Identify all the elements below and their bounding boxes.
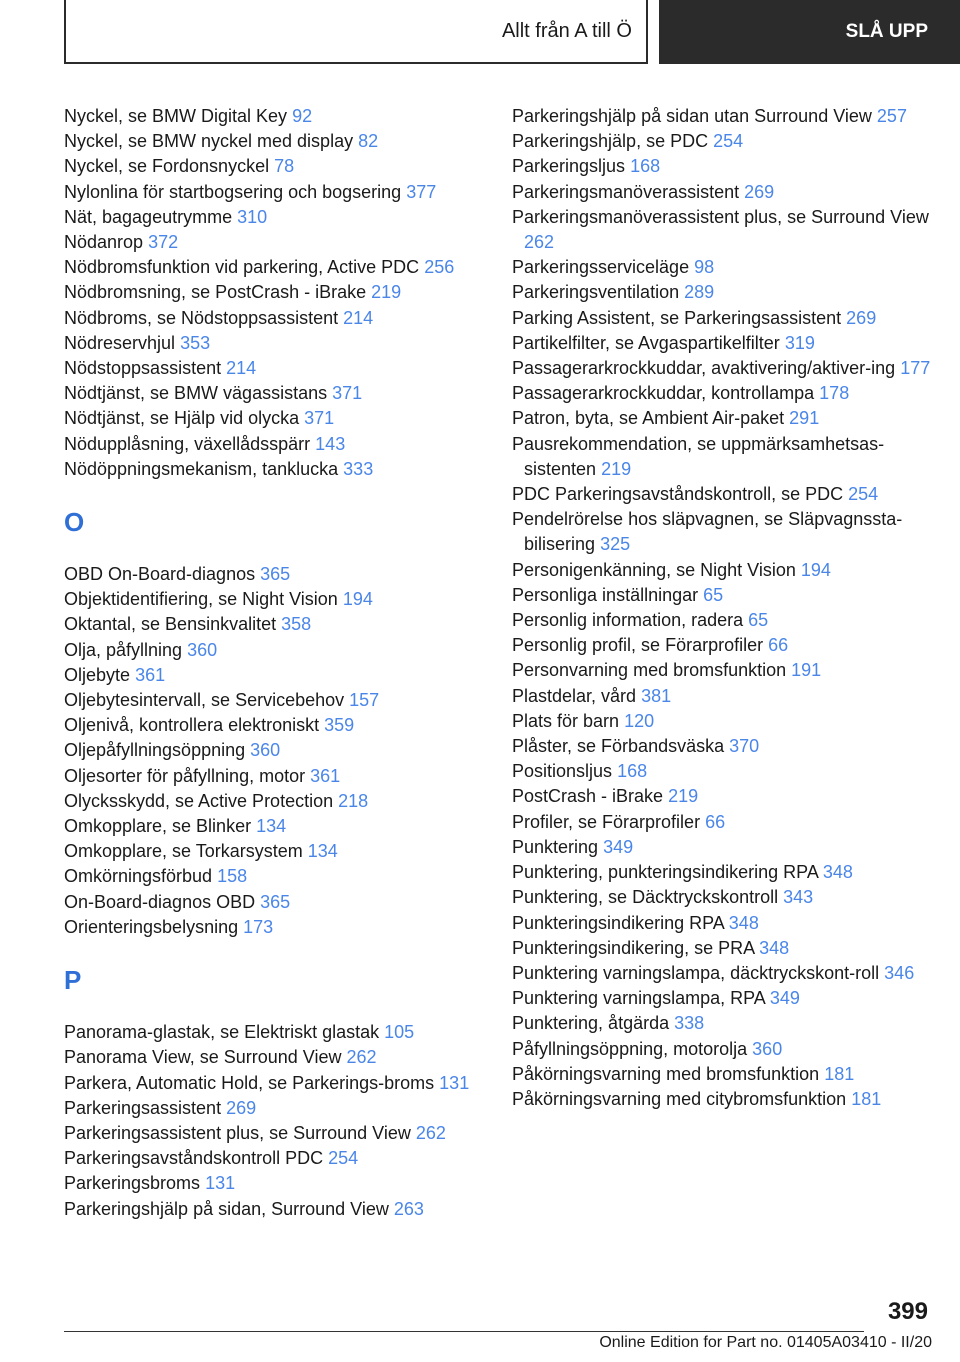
index-entry-term: Personlig profil, se Förarprofiler — [512, 635, 764, 656]
page-link[interactable]: 214 — [226, 358, 257, 379]
index-entry — [512, 255, 932, 280]
page-link[interactable]: 218 — [338, 790, 369, 811]
index-entry-term: OBD On-Board-diagnos — [64, 564, 256, 585]
page-link[interactable]: 131 — [439, 1072, 470, 1093]
page-link[interactable]: 254 — [713, 131, 744, 152]
index-entry — [512, 180, 932, 205]
index-entry-term: Objektidentifiering, se Night Vision — [64, 589, 338, 610]
index-entry — [64, 457, 484, 482]
page-link[interactable]: 372 — [148, 232, 179, 253]
index-entry-term: Punktering, se Däcktryckskontroll — [512, 887, 779, 908]
index-entry — [64, 432, 484, 457]
index-entry-term: Omkopplare, se Torkarsystem — [64, 841, 303, 862]
page-link[interactable]: 177 — [900, 358, 931, 379]
page-link[interactable]: 319 — [784, 332, 815, 353]
page-link[interactable]: 348 — [759, 937, 790, 958]
page-link[interactable]: 333 — [343, 458, 374, 479]
page-link[interactable]: 219 — [668, 786, 699, 807]
index-entry — [64, 306, 484, 331]
index-entry — [512, 860, 932, 885]
index-entry — [512, 1062, 932, 1087]
index-entry — [512, 558, 932, 583]
index-entry-term: Nylonlina för startbogsering och bogsering — [64, 181, 402, 202]
index-entry-term: Nät, bagageutrymme — [64, 206, 233, 227]
index-entry-term: Personigenkänning, se Night Vision — [512, 559, 796, 580]
page-link[interactable]: 348 — [728, 912, 759, 933]
index-entry — [512, 835, 932, 860]
index-entry-term: Parkeringsventilation — [512, 282, 680, 303]
index-entry — [512, 684, 932, 709]
index-entry — [64, 890, 484, 915]
index-entry-term: Passagerarkrockkuddar, kontrollampa — [512, 383, 815, 404]
page-link[interactable]: 349 — [769, 988, 800, 1009]
page-link[interactable]: 349 — [603, 836, 634, 857]
index-entry — [512, 734, 932, 759]
page-link[interactable]: 269 — [744, 181, 775, 202]
index-entry-term: Oktantal, se Bensinkvalitet — [64, 614, 277, 635]
index-entry — [64, 1121, 484, 1146]
index-entry-term: Oljepåfyllningsöppning — [64, 740, 246, 761]
index-entry — [64, 764, 484, 789]
index-entry — [64, 205, 484, 230]
index-entry — [64, 1071, 484, 1096]
page-link[interactable]: 359 — [324, 715, 355, 736]
index-entry-term: Nyckel, se Fordonsnyckel — [64, 156, 270, 177]
index-entry-term: Parkeringsbroms — [64, 1173, 201, 1194]
index-entry-term: Nödöppningsmekanism, tanklucka — [64, 458, 339, 479]
index-entry-term: Parkeringshjälp på sidan utan Surround View — [512, 106, 872, 126]
index-entry — [64, 154, 484, 179]
index-entry-term: Nödtjänst, se BMW vägassistans — [64, 383, 328, 404]
nav-tab-a-to-z[interactable] — [64, 0, 648, 64]
index-entry-term: Punktering, punkteringsindikering RPA — [512, 862, 818, 883]
index-entry — [64, 839, 484, 864]
index-entry-term: Panorama-glastak, se Elektriskt glastak — [64, 1022, 380, 1043]
index-entry-term: Parking Assistent, se Parkeringsassistent — [512, 307, 842, 328]
index-entry — [64, 789, 484, 814]
page-link[interactable]: 346 — [884, 962, 915, 983]
page-link[interactable]: 178 — [819, 383, 850, 404]
page-link[interactable]: 289 — [684, 282, 715, 303]
page-link[interactable]: 371 — [332, 383, 363, 404]
page-link[interactable]: 360 — [187, 639, 218, 660]
page-link[interactable]: 360 — [752, 1038, 783, 1059]
page-link[interactable]: 325 — [600, 534, 631, 555]
index-entry — [512, 1087, 932, 1112]
index-entry-term: PDC Parkeringsavståndskontroll, se PDC — [512, 484, 844, 505]
page-link[interactable]: 214 — [343, 307, 374, 328]
page-link[interactable]: 98 — [694, 257, 715, 278]
index-entry-term: Parkeringsljus — [512, 156, 626, 177]
page-link[interactable]: 157 — [349, 690, 380, 711]
index-entry-term: Patron, byta, se Ambient Air-paket — [512, 408, 785, 429]
index-entry — [64, 356, 484, 381]
index-entry-term: Nyckel, se BMW nyckel med display — [64, 131, 354, 152]
index-entry — [512, 633, 932, 658]
page-link[interactable]: 377 — [406, 181, 437, 202]
index-entry — [512, 507, 932, 557]
page-link[interactable]: 254 — [328, 1148, 359, 1169]
index-entry-term: Omkopplare, se Blinker — [64, 816, 252, 837]
page-link[interactable]: 219 — [371, 282, 402, 303]
index-entry — [512, 911, 932, 936]
index-entry — [512, 331, 932, 356]
index-entry-term: Punktering varningslampa, RPA — [512, 988, 765, 1009]
index-entry-term: Parkeringsassistent — [64, 1097, 222, 1118]
page-link[interactable]: 181 — [824, 1063, 855, 1084]
index-entry-term: Punkteringsindikering, se PRA — [512, 937, 755, 958]
index-entry — [64, 638, 484, 663]
index-entry-term: Nyckel, se BMW Digital Key — [64, 106, 288, 126]
index-entry — [512, 885, 932, 910]
index-entry-term: Punktering varningslampa, däcktryckskont-roll — [512, 962, 880, 983]
page-link[interactable]: 291 — [789, 408, 820, 429]
index-entry-term: Olycksskydd, se Active Protection — [64, 790, 334, 811]
page-link[interactable]: 257 — [876, 106, 907, 126]
index-entry-term: Punktering, åtgärda — [512, 1013, 670, 1034]
index-entry — [64, 864, 484, 889]
page-link[interactable]: 338 — [674, 1013, 705, 1034]
index-entry-term: Positionsljus — [512, 761, 613, 782]
search-button-label: SLÅ UPP — [845, 21, 928, 42]
index-entry-term: Omkörningsförbud — [64, 866, 213, 887]
index-entry-term: Pendelrörelse hos släpvagnen, se Släpvagnssta-bilisering — [512, 509, 903, 555]
page-link[interactable]: 181 — [851, 1088, 882, 1109]
index-entry — [512, 810, 932, 835]
index-entry — [64, 331, 484, 356]
page-link[interactable]: 254 — [848, 484, 879, 505]
page-link[interactable]: 168 — [630, 156, 661, 177]
page-link[interactable]: 360 — [250, 740, 281, 761]
index-entry-term: Olja, påfyllning — [64, 639, 183, 660]
index-column-left — [64, 104, 484, 1222]
index-entry — [512, 306, 932, 331]
index-entry-term: Parkeringshjälp, se PDC — [512, 131, 709, 152]
nav-tab-label: Allt från A till Ö — [501, 19, 632, 42]
page-link[interactable]: 361 — [135, 664, 166, 685]
page-link[interactable]: 66 — [768, 635, 789, 656]
page-link[interactable]: 105 — [384, 1022, 415, 1043]
index-entry-term: Panorama View, se Surround View — [64, 1047, 342, 1068]
index-entry-term: Punktering — [512, 836, 599, 857]
page-link[interactable]: 361 — [310, 765, 341, 786]
page-link[interactable]: 194 — [800, 559, 831, 580]
page-link[interactable]: 65 — [748, 610, 769, 631]
index-entry-term: Pausrekommendation, se uppmärksamhetsas-sistenten — [512, 433, 885, 479]
page-link[interactable]: 158 — [217, 866, 248, 887]
index-entry-term: Nödbromsfunktion vid parkering, Active PDC — [64, 257, 420, 278]
index-entry-term: Nödanrop — [64, 232, 144, 253]
index-entry-term: Partikelfilter, se Avgaspartikelfilter — [512, 332, 780, 353]
index-entry — [64, 915, 484, 940]
page-link[interactable]: 365 — [260, 564, 291, 585]
index-entry-term: Oljesorter för påfyllning, motor — [64, 765, 306, 786]
page-link[interactable]: 65 — [703, 584, 724, 605]
index-entry — [64, 230, 484, 255]
index-entry-term: Oljebytesintervall, se Servicebehov — [64, 690, 345, 711]
index-entry — [64, 255, 484, 280]
footer-edition-text: Online Edition for Part no. 01405A03410 - II/20 — [599, 1334, 932, 1351]
index-entry — [64, 1146, 484, 1171]
index-entry-term: Påkörningsvarning med bromsfunktion — [512, 1063, 820, 1084]
index-entry — [512, 356, 932, 381]
page-link[interactable]: 134 — [307, 841, 338, 862]
index-entry — [64, 180, 484, 205]
index-entry-term: Påkörningsvarning med citybromsfunktion — [512, 1088, 847, 1109]
page-link[interactable]: 269 — [226, 1097, 257, 1118]
index-entry-term: Påfyllningsöppning, motorolja — [512, 1038, 748, 1059]
index-entry-term: PostCrash - iBrake — [512, 786, 664, 807]
page-link[interactable]: 358 — [281, 614, 312, 635]
index-entry-term: Punkteringsindikering RPA — [512, 912, 724, 933]
page-link[interactable]: 353 — [180, 332, 211, 353]
index-entry — [512, 583, 932, 608]
index-entry — [512, 936, 932, 961]
page-link[interactable]: 134 — [256, 816, 287, 837]
index-entry-term: Nödbroms, se Nödstoppsassistent — [64, 307, 339, 328]
page-link[interactable]: 219 — [601, 458, 632, 479]
index-entry-term: Nödstoppsassistent — [64, 358, 222, 379]
index-entry — [64, 406, 484, 431]
index-entry-term: On-Board-diagnos OBD — [64, 891, 256, 912]
index-entry — [512, 432, 932, 482]
page-link[interactable]: 348 — [822, 862, 853, 883]
index-entry — [64, 814, 484, 839]
index-entry-term: Nödreservhjul — [64, 332, 176, 353]
index-entry — [512, 986, 932, 1011]
index-entry — [64, 1171, 484, 1196]
index-entry — [512, 961, 932, 986]
page-link[interactable]: 262 — [415, 1122, 446, 1143]
index-entry — [512, 154, 932, 179]
index-entry — [64, 1020, 484, 1045]
index-entry — [512, 658, 932, 683]
index-entry-term: Plastdelar, vård — [512, 685, 637, 706]
index-entry-term: Personliga inställningar — [512, 584, 699, 605]
page-link[interactable]: 262 — [346, 1047, 377, 1068]
index-entry — [64, 1096, 484, 1121]
index-entry — [64, 381, 484, 406]
index-entry-term: Personlig information, radera — [512, 610, 744, 631]
page-link[interactable]: 173 — [243, 916, 274, 937]
page-link[interactable]: 66 — [705, 811, 726, 832]
page-link[interactable]: 92 — [292, 106, 313, 126]
index-entry-term: Passagerarkrockkuddar, avaktivering/aktiver-ing — [512, 358, 896, 379]
index-entry — [512, 608, 932, 633]
index-entry-term: Parkeringsserviceläge — [512, 257, 690, 278]
index-entry-term: Parkeringshjälp på sidan, Surround View — [64, 1198, 389, 1219]
index-entry — [64, 129, 484, 154]
page-link[interactable]: 269 — [846, 307, 877, 328]
index-entry — [64, 562, 484, 587]
index-entry-term: Oljenivå, kontrollera elektroniskt — [64, 715, 320, 736]
page-link[interactable]: 365 — [260, 891, 291, 912]
index-entry — [512, 1037, 932, 1062]
index-entry — [512, 381, 932, 406]
index-entry-term: Nödtjänst, se Hjälp vid olycka — [64, 408, 300, 429]
index-entry-term: Plåster, se Förbandsväska — [512, 736, 725, 757]
index-entry — [64, 713, 484, 738]
index-entry-term: Parkeringsmanöverassistent plus, se Surround View — [512, 206, 929, 227]
index-entry — [512, 1011, 932, 1036]
page-link[interactable]: 310 — [237, 206, 268, 227]
index-entry — [64, 104, 484, 129]
page-link[interactable]: 262 — [524, 232, 555, 253]
index-entry — [512, 104, 932, 129]
page-link[interactable]: 78 — [274, 156, 295, 177]
index-entry — [64, 280, 484, 305]
section-letter: O — [64, 507, 85, 538]
index-entry-term: Nödbromsning, se PostCrash - iBrake — [64, 282, 367, 303]
index-entry — [512, 784, 932, 809]
page-link[interactable]: 256 — [424, 257, 455, 278]
page-link[interactable]: 343 — [783, 887, 814, 908]
index-entry — [512, 709, 932, 734]
page-link[interactable]: 194 — [342, 589, 373, 610]
index-entry — [64, 688, 484, 713]
index-entry-term: Personvarning med bromsfunktion — [512, 660, 787, 681]
index-entry-term: Parkeringsmanöverassistent — [512, 181, 740, 202]
index-entry-term: Parkeringsassistent plus, se Surround View — [64, 1122, 411, 1143]
index-entry — [512, 406, 932, 431]
index-entry — [512, 205, 932, 255]
index-entry — [64, 612, 484, 637]
page-link[interactable]: 191 — [791, 660, 822, 681]
index-entry — [64, 1197, 484, 1222]
search-button[interactable] — [659, 0, 960, 64]
page-link[interactable]: 143 — [315, 433, 346, 454]
index-entry — [512, 280, 932, 305]
index-entry-term: Oljebyte — [64, 664, 131, 685]
page-link[interactable]: 168 — [617, 761, 648, 782]
index-entry — [512, 759, 932, 784]
index-entry — [64, 663, 484, 688]
index-entry — [512, 482, 932, 507]
page-number: 399 — [887, 1298, 928, 1325]
index-entry-term: Plats för barn — [512, 710, 620, 731]
index-entry-term: Parkera, Automatic Hold, se Parkerings-broms — [64, 1072, 435, 1093]
page-link[interactable]: 263 — [393, 1198, 424, 1219]
page-link[interactable]: 131 — [205, 1173, 236, 1194]
index-entry-term: Orienteringsbelysning — [64, 916, 239, 937]
index-entry-term: Profiler, se Förarprofiler — [512, 811, 701, 832]
page-link[interactable]: 120 — [624, 710, 655, 731]
page-link[interactable]: 381 — [641, 685, 672, 706]
index-entry — [64, 587, 484, 612]
index-entry — [512, 129, 932, 154]
index-entry — [64, 738, 484, 763]
footer-divider — [64, 1331, 864, 1332]
index-entry-term: Parkeringsavståndskontroll PDC — [64, 1148, 324, 1169]
index-column-right — [512, 104, 932, 1112]
section-letter: P — [64, 965, 82, 996]
index-entry-term: Nödupplåsning, växellådsspärr — [64, 433, 311, 454]
page-link[interactable]: 82 — [358, 131, 379, 152]
page-link[interactable]: 371 — [304, 408, 335, 429]
page-link[interactable]: 370 — [729, 736, 760, 757]
index-entry — [64, 1045, 484, 1070]
